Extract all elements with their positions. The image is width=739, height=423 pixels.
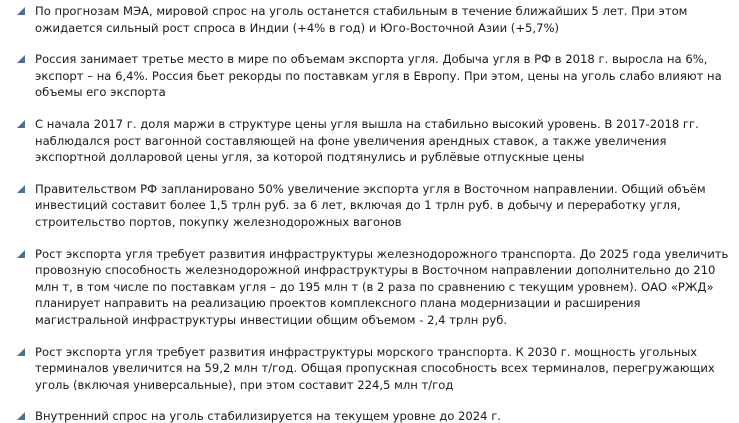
list-item	[17, 344, 731, 394]
list-item	[17, 246, 731, 329]
bullet-marker-icon	[17, 7, 25, 15]
list-item	[17, 181, 731, 231]
bullet-list	[17, 3, 731, 423]
list-item	[17, 51, 731, 101]
list-item	[17, 408, 731, 423]
bullet-marker-icon	[17, 348, 25, 356]
list-item-text: Россия занимает третье место в мире по объемам экспорта угля. Добыча угля в РФ в 2018 г. выросла на 6%, экспорт – на 6,4%. Россия бьет рекорды по поставкам угля в Европу. При этом, цены на уголь слабо влияют на объемы его экспорта	[35, 52, 722, 100]
list-item-text: Рост экспорта угля требует развития инфраструктуры железнодорожного транспорта. До 2025 года увеличить провозную способность железнодорожной инфраструктуры в Восточном направлении дополнительно до 210 млн т, в том числе по поставкам угля – до 195 млн т (в 2 раза по сравнению с текущим уровнем). ОАО «РЖД» планирует направить на реализацию проектов комплексного плана модернизации и расширения магистральной инфраструктуры инвестиции общим объемом - 2,4 трлн руб.	[35, 246, 729, 327]
list-item-text: Правительством РФ запланировано 50% увеличение экспорта угля в Восточном направлении. Общий объём инвестиций составит более 1,5 трлн руб. за 6 лет, включая до 1 трлн руб. в добычу и переработку угля, строительство портов, покупку железнодорожных вагонов	[35, 181, 706, 229]
list-item	[17, 116, 731, 166]
list-item-text: Рост экспорта угля требует развития инфраструктуры морского транспорта. К 2030 г. мощность угольных терминалов увеличится на 59,2 млн т/год. Общая пропускная способность всех терминалов, перегружающих уголь (включая универсальные), при этом составит 224,5 млн т/год	[35, 344, 715, 392]
bullet-marker-icon	[17, 250, 25, 258]
bullet-marker-icon	[17, 120, 25, 128]
list-item-text: Внутренний спрос на уголь стабилизируется на текущем уровне до 2024 г.	[35, 409, 501, 423]
list-item-text: С начала 2017 г. доля маржи в структуре цены угля вышла на стабильно высокий уровень. В 2017-2018 гг. наблюдался рост вагонной составляющей на фоне увеличения арендных ставок, а также увеличения экспортной долларовой цены угля, за которой подтянулись и рублёвые отпускные цены	[35, 116, 699, 165]
bullet-marker-icon	[17, 412, 25, 420]
list-item-text: По прогнозам МЭА, мировой спрос на уголь останется стабильным в течение ближайших 5 лет. При этом ожидается сильный рост спроса в Индии (+4% в год) и Юго-Восточной Азии (+5,7%)	[35, 4, 688, 35]
bullet-marker-icon	[17, 55, 25, 63]
bullet-marker-icon	[17, 185, 25, 193]
list-item	[17, 3, 731, 36]
